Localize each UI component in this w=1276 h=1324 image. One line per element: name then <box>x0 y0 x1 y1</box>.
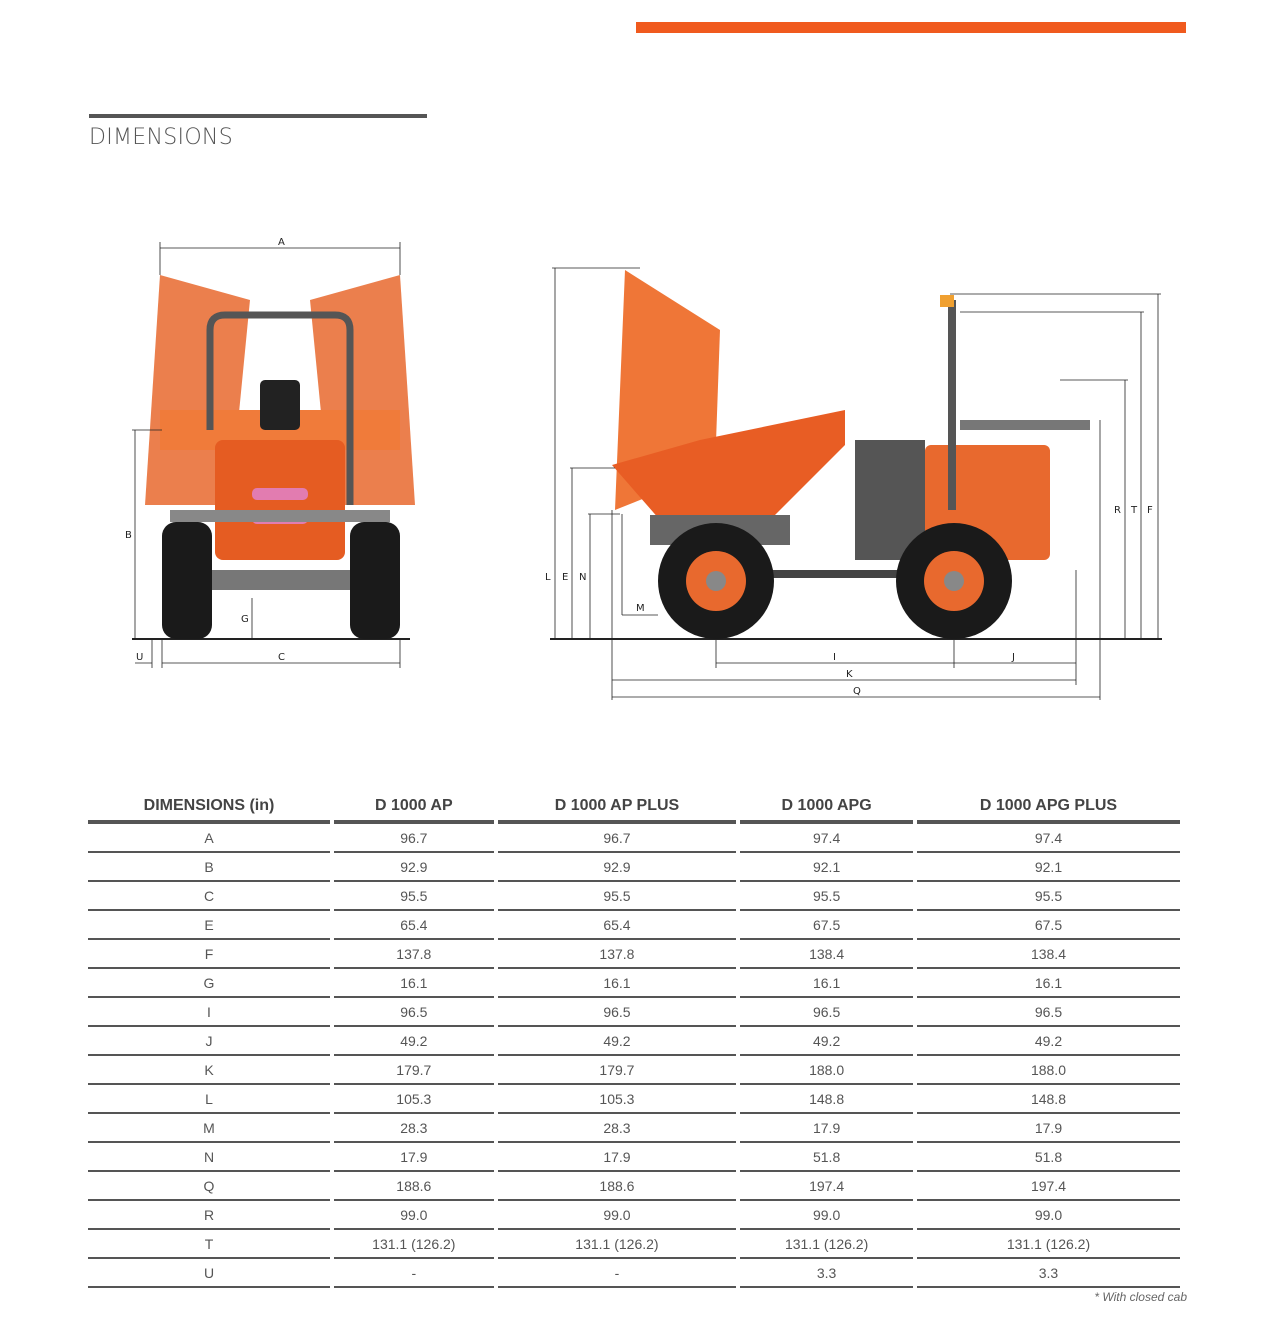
dimension-label-cell: B <box>88 853 330 882</box>
label-c: C <box>278 652 285 663</box>
dimension-label-cell: G <box>88 969 330 998</box>
side-view-dumper <box>612 270 1090 639</box>
value-cell: 131.1 (126.2) <box>334 1230 494 1259</box>
dimension-label-cell: T <box>88 1230 330 1259</box>
header-d1000ap: D 1000 AP <box>334 792 494 824</box>
value-cell: 99.0 <box>334 1201 494 1230</box>
value-cell: 3.3 <box>917 1259 1180 1288</box>
table-row <box>88 1027 1180 1056</box>
value-cell: 148.8 <box>740 1085 913 1114</box>
value-cell: 96.7 <box>334 824 494 853</box>
dimension-label-cell: C <box>88 882 330 911</box>
dimension-label-cell: A <box>88 824 330 853</box>
value-cell: 179.7 <box>334 1056 494 1085</box>
header-d1000apg: D 1000 APG <box>740 792 913 824</box>
dimension-label-cell: J <box>88 1027 330 1056</box>
table-row <box>88 1085 1180 1114</box>
value-cell: 16.1 <box>334 969 494 998</box>
value-cell: 49.2 <box>498 1027 737 1056</box>
table-row <box>88 911 1180 940</box>
dimension-label-cell: F <box>88 940 330 969</box>
value-cell: 17.9 <box>334 1143 494 1172</box>
value-cell: 95.5 <box>334 882 494 911</box>
value-cell: 188.6 <box>334 1172 494 1201</box>
value-cell: 179.7 <box>498 1056 737 1085</box>
header-d1000apg-plus: D 1000 APG PLUS <box>917 792 1180 824</box>
value-cell: 17.9 <box>740 1114 913 1143</box>
value-cell: 92.9 <box>334 853 494 882</box>
label-e: E <box>562 572 569 583</box>
header-d1000ap-plus: D 1000 AP PLUS <box>498 792 737 824</box>
value-cell: 105.3 <box>334 1085 494 1114</box>
value-cell: 17.9 <box>498 1143 737 1172</box>
value-cell: 131.1 (126.2) <box>740 1230 913 1259</box>
value-cell: 97.4 <box>740 824 913 853</box>
dimension-label-cell: R <box>88 1201 330 1230</box>
value-cell: 95.5 <box>498 882 737 911</box>
label-r: R <box>1114 505 1121 516</box>
value-cell: 95.5 <box>917 882 1180 911</box>
label-f: F <box>1147 505 1153 516</box>
value-cell: 65.4 <box>334 911 494 940</box>
header-dimension: DIMENSIONS (in) <box>88 792 330 824</box>
label-j: J <box>1012 652 1015 663</box>
value-cell: 188.0 <box>917 1056 1180 1085</box>
value-cell: 92.1 <box>740 853 913 882</box>
table-row <box>88 1114 1180 1143</box>
table-row <box>88 1172 1180 1201</box>
value-cell: 67.5 <box>917 911 1180 940</box>
value-cell: 28.3 <box>334 1114 494 1143</box>
label-t: T <box>1131 505 1138 516</box>
value-cell: 96.5 <box>334 998 494 1027</box>
value-cell: 65.4 <box>498 911 737 940</box>
value-cell: 28.3 <box>498 1114 737 1143</box>
table-row <box>88 824 1180 853</box>
value-cell: 49.2 <box>334 1027 494 1056</box>
value-cell: 97.4 <box>917 824 1180 853</box>
label-m: M <box>636 603 645 614</box>
table-row <box>88 882 1180 911</box>
value-cell: 16.1 <box>917 969 1180 998</box>
dimension-label-cell: U <box>88 1259 330 1288</box>
dimension-label-cell: E <box>88 911 330 940</box>
table-row <box>88 853 1180 882</box>
label-u: U <box>136 652 144 663</box>
value-cell: 96.7 <box>498 824 737 853</box>
footnote: * With closed cab <box>1094 1290 1187 1304</box>
value-cell: 95.5 <box>740 882 913 911</box>
value-cell: 49.2 <box>917 1027 1180 1056</box>
table-row <box>88 1201 1180 1230</box>
value-cell: - <box>334 1259 494 1288</box>
table-header-row <box>88 792 1180 824</box>
table-row <box>88 940 1180 969</box>
value-cell: 137.8 <box>498 940 737 969</box>
value-cell: 17.9 <box>917 1114 1180 1143</box>
value-cell: 99.0 <box>740 1201 913 1230</box>
label-a: A <box>278 237 285 248</box>
value-cell: 96.5 <box>917 998 1180 1027</box>
label-q: Q <box>853 686 861 697</box>
table-row <box>88 1230 1180 1259</box>
value-cell: 49.2 <box>740 1027 913 1056</box>
value-cell: 188.0 <box>740 1056 913 1085</box>
value-cell: 96.5 <box>740 998 913 1027</box>
label-i: I <box>833 652 836 663</box>
value-cell: 3.3 <box>740 1259 913 1288</box>
value-cell: 137.8 <box>334 940 494 969</box>
value-cell: 51.8 <box>917 1143 1180 1172</box>
value-cell: 138.4 <box>740 940 913 969</box>
value-cell: 148.8 <box>917 1085 1180 1114</box>
value-cell: 131.1 (126.2) <box>498 1230 737 1259</box>
value-cell: 99.0 <box>917 1201 1180 1230</box>
value-cell: 96.5 <box>498 998 737 1027</box>
value-cell: 99.0 <box>498 1201 737 1230</box>
value-cell: 131.1 (126.2) <box>917 1230 1180 1259</box>
front-view-dumper <box>145 275 415 639</box>
section-rule <box>89 114 427 118</box>
label-g: G <box>241 614 249 625</box>
dimension-label-cell: M <box>88 1114 330 1143</box>
table-row <box>88 1143 1180 1172</box>
value-cell: 138.4 <box>917 940 1180 969</box>
label-k: K <box>846 669 853 680</box>
value-cell: 51.8 <box>740 1143 913 1172</box>
dimension-label-cell: I <box>88 998 330 1027</box>
dimension-label-cell: K <box>88 1056 330 1085</box>
label-l: L <box>545 572 551 583</box>
table-row <box>88 998 1180 1027</box>
table-row <box>88 1056 1180 1085</box>
value-cell: 105.3 <box>498 1085 737 1114</box>
dimensions-table <box>84 792 1184 1288</box>
label-n: N <box>579 572 587 583</box>
table-row <box>88 969 1180 998</box>
label-b: B <box>125 530 132 541</box>
value-cell: 16.1 <box>498 969 737 998</box>
value-cell: 197.4 <box>740 1172 913 1201</box>
table-row <box>88 1259 1180 1288</box>
section-title: DIMENSIONS <box>89 125 233 150</box>
value-cell: 67.5 <box>740 911 913 940</box>
value-cell: 16.1 <box>740 969 913 998</box>
value-cell: 92.9 <box>498 853 737 882</box>
value-cell: 188.6 <box>498 1172 737 1201</box>
dimension-label-cell: N <box>88 1143 330 1172</box>
dimension-label-cell: L <box>88 1085 330 1114</box>
value-cell: - <box>498 1259 737 1288</box>
accent-bar <box>636 22 1186 33</box>
dimensions-diagram <box>0 220 1276 720</box>
value-cell: 197.4 <box>917 1172 1180 1201</box>
value-cell: 92.1 <box>917 853 1180 882</box>
dimension-label-cell: Q <box>88 1172 330 1201</box>
